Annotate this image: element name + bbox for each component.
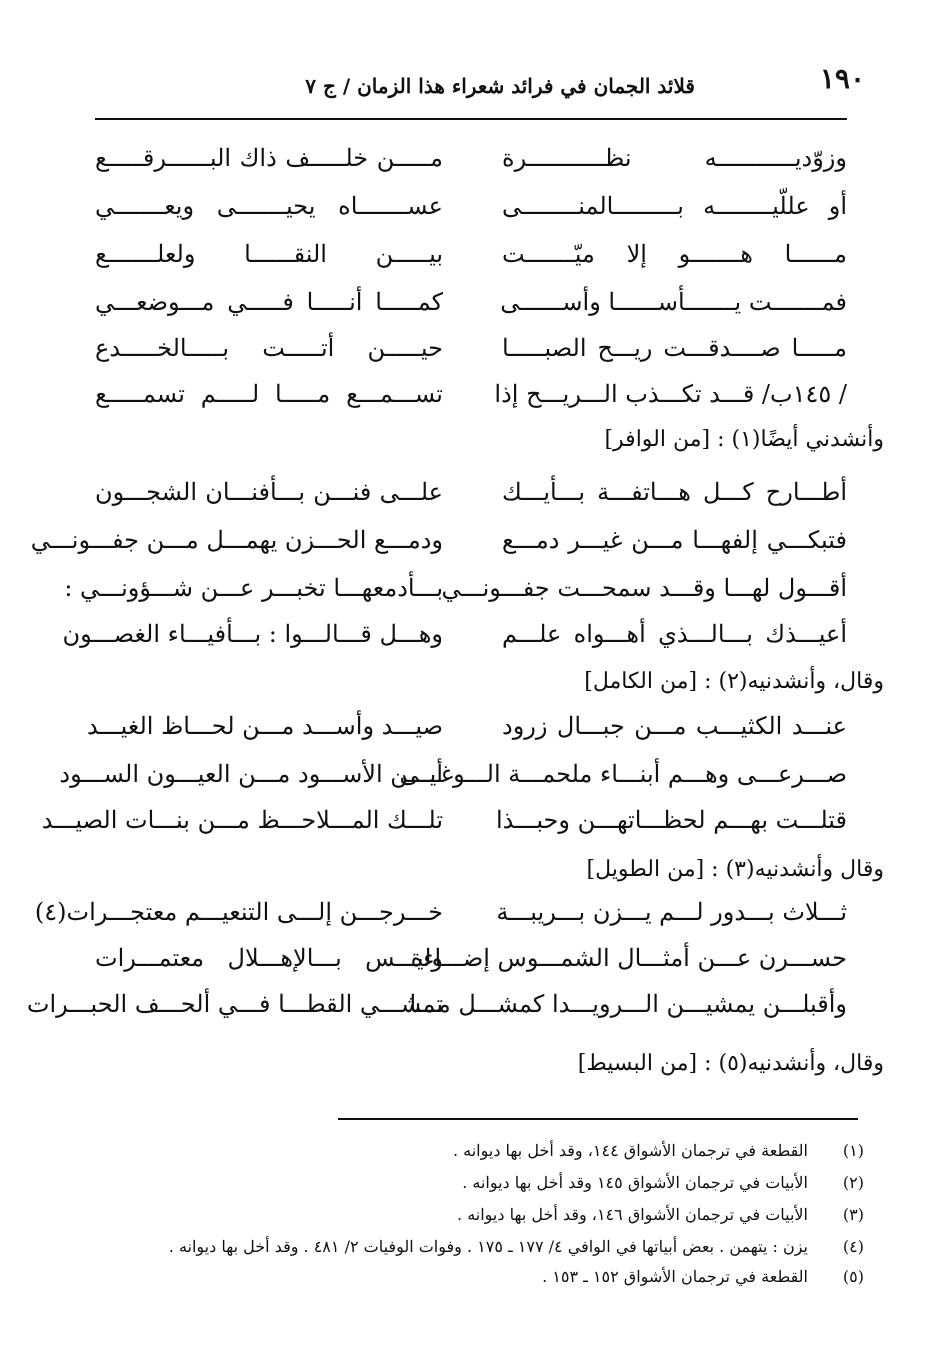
verse-first-hemistich: أقـــول لهـــا وقـــد سمحـــت جفـــونـــي xyxy=(441,574,847,602)
verse-first-hemistich: قتلـــت بهـــم لحظـــاتهـــن وحبـــذا xyxy=(495,806,847,834)
footnote xyxy=(100,1262,864,1292)
verse-second-hemistich: وهـــل قـــالـــوا : بـــأفيـــاء الغصـــون xyxy=(62,620,443,648)
verse-second-hemistich: عســـــــاه يحيـــــــى ويعـــــــي xyxy=(95,192,443,220)
verse-first-hemistich: فتبكـــي إلفهـــا مـــن غيـــر دمـــع xyxy=(502,526,847,554)
footnote-number: (٤) xyxy=(842,1237,864,1256)
poem-intro: وقال، وأنشدنيه(٥) : [من البسيط] xyxy=(577,1051,884,1076)
verse-first-hemistich: وأقبلـــن يمشيـــن الـــرويـــدا كمشـــل مـــا xyxy=(409,990,847,1018)
verse-row xyxy=(62,612,847,656)
footnote-text: الأبيات في ترجمان الأشواق ١٤٦، وقد أخل بها ديوانه . xyxy=(457,1205,808,1224)
verse-first-hemistich: حســـرن عـــن أمثـــال الشمـــوس إضـــاءة xyxy=(410,944,847,972)
footnote-number: (١) xyxy=(842,1141,864,1160)
verse-first-hemistich: أعيـــذك بـــالـــذي أهـــواه علـــم xyxy=(502,620,847,648)
verse-second-hemistich: بـــأدمعهـــا تخبـــر عـــن شـــؤونـــي : xyxy=(64,574,443,602)
verse-row xyxy=(34,890,847,934)
poem-intro: وقال وأنشدنيه(٣) : [من الطويل] xyxy=(586,857,884,882)
verse-row xyxy=(95,184,847,228)
running-head: قلائد الجمان في فرائد شعراء هذا الزمان / ج ٧ xyxy=(305,74,695,98)
verse-row xyxy=(26,982,847,1026)
page-header xyxy=(95,62,865,110)
verse-row xyxy=(95,232,847,276)
verse-first-hemistich: وزوّديـــــــــــه نظـــــــــــرة xyxy=(502,144,847,172)
verse-second-hemistich: تمشـــي القطـــا فـــي ألحـــف الحبـــرات xyxy=(26,990,443,1018)
verse-first-hemistich: ثـــلاث بـــدور لـــم يـــزن بـــريبـــة xyxy=(496,898,847,926)
verse-first-hemistich: أو عللّيــــــــه بـــــــــالمنــــــــى xyxy=(502,192,847,220)
verse-second-hemistich: وليـــس بـــالإهـــلال معتمـــرات xyxy=(95,944,443,972)
verse-second-hemistich: حيـــــن أتـــــت بـــــالخـــــدع xyxy=(95,334,443,362)
verse-row xyxy=(86,704,847,748)
header-rule xyxy=(95,118,847,120)
verse-row xyxy=(95,280,847,324)
verse-row xyxy=(64,566,847,610)
footnote-number: (٥) xyxy=(842,1267,864,1286)
footnote-text: الأبيات في ترجمان الأشواق ١٤٥ وقد أخل بها ديوانه . xyxy=(462,1173,808,1192)
verse-first-hemistich: مـــــا صــــدقـــت ريـــح الصبـــــا xyxy=(502,334,847,362)
page-number: ١٩٠ xyxy=(819,62,865,95)
footnote-number: (٣) xyxy=(842,1205,864,1224)
footnote-rule xyxy=(338,1118,858,1120)
verse-second-hemistich: تلـــك المـــلاحـــظ مـــن بنـــات الصيـــد xyxy=(41,806,443,834)
footnote-text: يزن : يتهمن . بعض أبياتها في الوافي ٤/ ١٧٧ ـ ١٧٥ . وفوات الوفيات ٢/ ٤٨١ . وقد أخل بها ديوانه . xyxy=(168,1237,808,1256)
verse-first-hemistich: أطـــارح كـــل هـــاتفـــة بـــأيـــك xyxy=(502,478,847,506)
verse-row xyxy=(95,326,847,370)
verse-first-hemistich: / ١٤٥ب/ قـــد تكـــذب الـــريـــح إذا xyxy=(494,380,847,408)
verse-second-hemistich: أيـــن الأســـود مـــن العيـــون الســـود xyxy=(59,760,443,788)
poem-intro: وقال، وأنشدنيه(٢) : [من الكامل] xyxy=(584,669,884,694)
verse-second-hemistich: كمـــــا أنـــــا فـــــي مـــوضعـــي xyxy=(95,288,443,316)
verse-row xyxy=(95,936,847,980)
footnote-number: (٢) xyxy=(842,1173,864,1192)
poem-intro: وأنشدني أيضًا(١) : [من الوافر] xyxy=(604,427,884,452)
footnote-text: القطعة في ترجمان الأشواق ١٥٢ ـ ١٥٣ . xyxy=(542,1267,808,1286)
footnote xyxy=(100,1136,864,1166)
verse-first-hemistich: مــــــا هـــــــو إلا ميّـــــــت xyxy=(502,240,847,268)
footnote xyxy=(100,1232,864,1262)
footnote-text: القطعة في ترجمان الأشواق ١٤٤، وقد أخل بها ديوانه . xyxy=(452,1141,808,1160)
footnote xyxy=(100,1168,864,1198)
verse-row xyxy=(95,136,847,180)
verse-row xyxy=(59,752,847,796)
verse-second-hemistich: خـــرجـــن إلـــى التنعيـــم معتجـــرات(٤) xyxy=(34,898,443,926)
verse-first-hemistich: صـــرعـــى وهـــم أبنـــاء ملحمـــة الـــوغـــى xyxy=(399,760,847,788)
verse-second-hemistich: مـــــن خلـــــف ذاك البــــــرقـــــع xyxy=(95,144,443,172)
verse-row xyxy=(95,372,847,416)
verse-row xyxy=(41,798,847,842)
verse-first-hemistich: عنـــد الكثيـــب مـــن جبـــال زرود xyxy=(502,712,847,740)
verse-second-hemistich: تســـمـــع مـــــا لـــــم تسمـــــع xyxy=(95,380,443,408)
footnote xyxy=(100,1200,864,1230)
verse-second-hemistich: ودمـــع الحـــزن يهمـــل مـــن جفـــونـــي xyxy=(30,526,443,554)
verse-row xyxy=(30,518,847,562)
verse-second-hemistich: صيـــد وأســـد مـــن لحـــاظ الغيـــد xyxy=(86,712,443,740)
verse-second-hemistich: علـــى فنـــن بـــأفنـــان الشجـــون xyxy=(95,478,443,506)
verse-row xyxy=(95,470,847,514)
verse-first-hemistich: فمـــــــت يـــــــأســــــا وأســــــى xyxy=(500,288,847,316)
verse-second-hemistich: بيـــــن النقــــــا ولعلـــــــع xyxy=(95,240,443,268)
